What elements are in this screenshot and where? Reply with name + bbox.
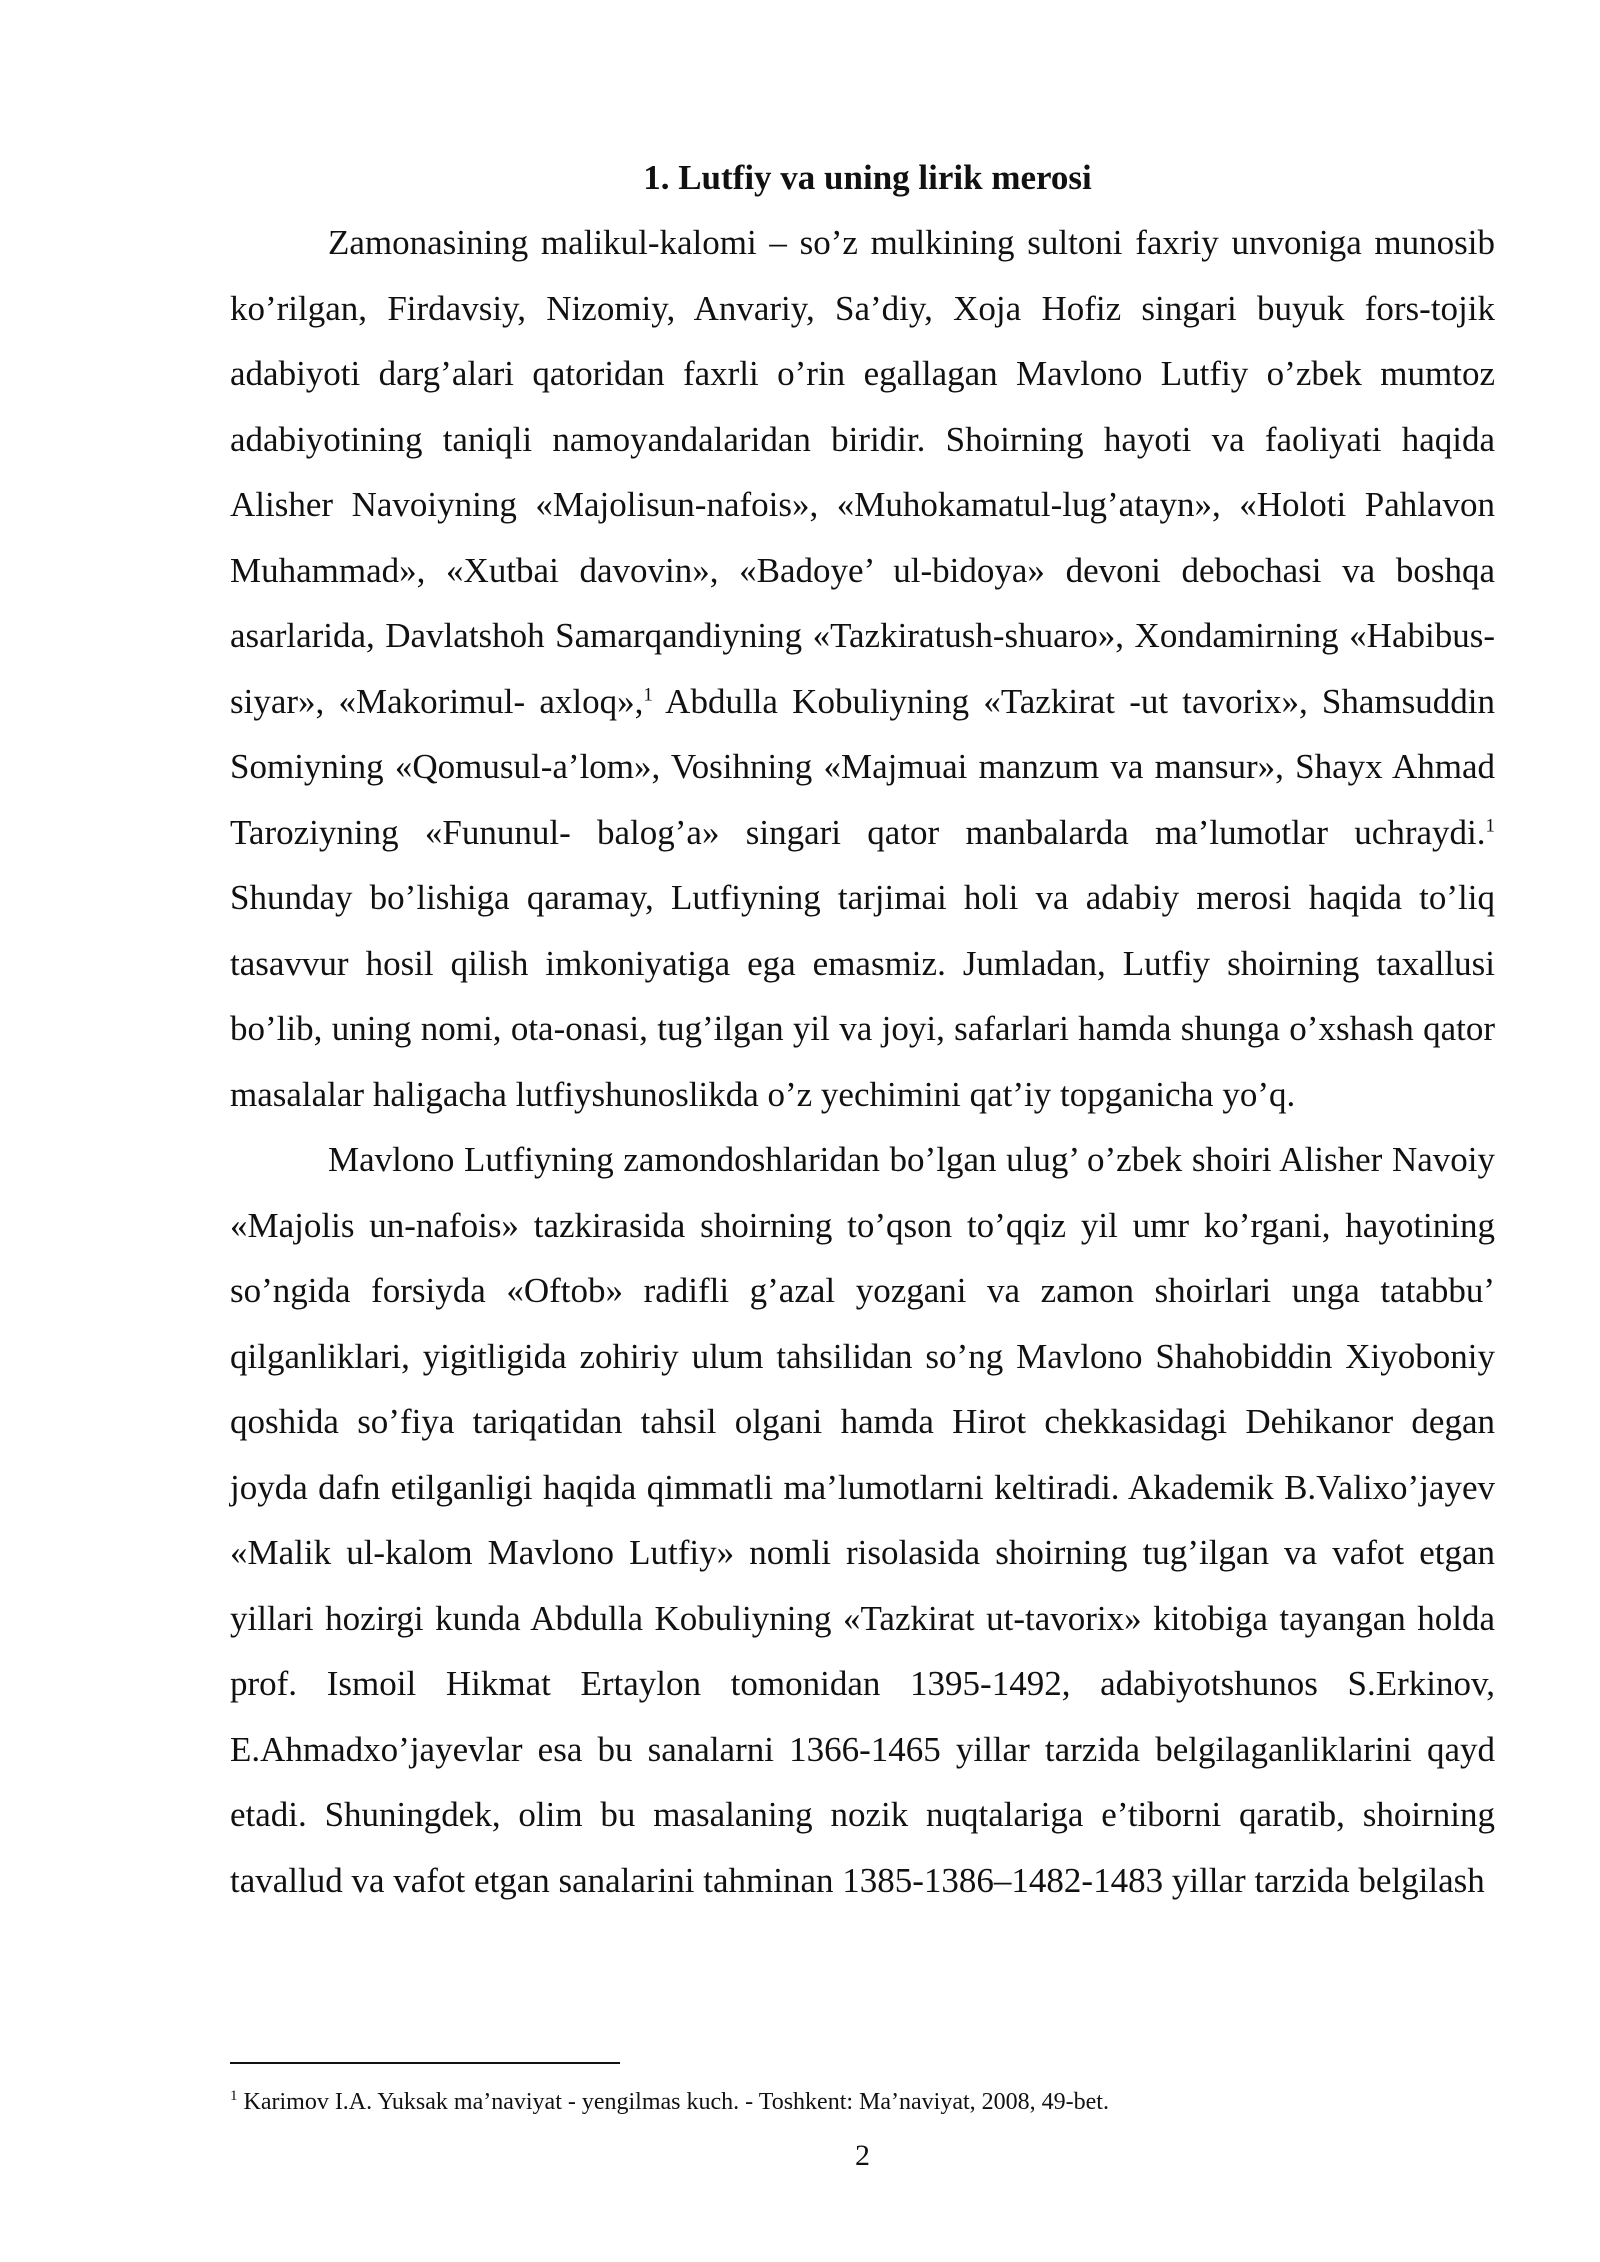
footnote-reference: 1 [643,683,653,705]
page-body [230,145,1495,1913]
paragraph-1 [230,210,1495,1127]
section-title: 1. Lutfiy va uning lirik merosi [643,158,1092,197]
paragraph-1-text-c: Shunday bo’lishiga qaramay, Lutfiyning tarjimai holi va adabiy merosi haqida to’liq tasavvur hosil qilish imkoniyatiga ega emasmiz. Jumladan, Lutfiy shoirning taxallusi bo’lib, uning nomi, ota-onasi, tug’ilgan yil va joyi, safarlari hamda shunga o’xshash qator masalalar haligacha lutfiyshunoslikda o’z yechimini qat’iy topganicha yo’q. [230,878,1495,1114]
paragraph-1-text-a: Zamonasining malikul-kalomi – so’z mulkining sultoni faxriy unvoniga munosib ko’rilgan, Firdavsiy, Nizomiy, Anvariy, Sa’diy, Xoja Hofiz singari buyuk fors-tojik adabiyoti darg’alari qatoridan faxrli o’rin egallagan Mavlono Lutfiy o’zbek mumtoz adabiyotining taniqli namoyandalaridan biridir. Shoirning hayoti va faoliyati haqida Alisher Navoiyning «Majolisun-nafois», «Muhokamatul-lug’atayn», «Holoti Pahlavon Muhammad», «Xutbai davovin», «Badoye’ ul-bidoya» devoni debochasi va boshqa asarlarida, Davlatshoh Samarqandiyning «Tazkiratush-shuaro», Xondamirning «Habibus-siyar», «Makorimul- axloq», [230,223,1495,721]
footnote-text: Karimov I.A. Yuksak ma’naviyat - yengilmas kuch. - Toshkent: Ma’naviyat, 2008, 49-bet. [237,2089,1109,2115]
footnote [230,2085,1495,2119]
page-number: 2 [855,2139,870,2172]
footnote-reference: 1 [1485,814,1495,836]
footnote-separator [230,2062,620,2064]
paragraph-2: Mavlono Lutfiyning zamondoshlaridan bo’lgan ulug’ o’zbek shoiri Alisher Navoiy «Majolis un-nafois» tazkirasida shoirning to’qson to’qqiz yil umr ko’rgani, hayotining so’ngida forsiyda «Oftob» radifli g’azal yozgani va zamon shoirlari unga tatabbu’ qilganliklari, yigitligida zohiriy ulum tahsilidan so’ng Mavlono Shahobiddin Xiyoboniy qoshida so’fiya tariqatidan tahsil olgani hamda Hirot chekkasidagi Dehikanor degan joyda dafn etilganligi haqida qimmatli ma’lumotlarni keltiradi. Akademik B.Valixo’jayev «Malik ul-kalom Mavlono Lutfiy» nomli risolasida shoirning tug’ilgan va vafot etgan yillari hozirgi kunda Abdulla Kobuliyning «Tazkirat ut-tavorix» kitobiga tayangan holda prof. Ismoil Hikmat Ertaylon tomonidan 1395-1492, adabiyotshunos S.Erkinov, E.Ahmadxo’jayevlar esa bu sanalarni 1366-1465 yillar tarzida belgilaganliklarini qayd etadi. Shuningdek, olim bu masalaning nozik nuqtalariga e’tiborni qaratib, shoirning tavallud va vafot etgan sanalarini tahminan 1385-1386–1482-1483 yillar tarzida belgilash [230,1140,1495,1900]
paragraph-1-text-b: Abdulla Kobuliyning «Tazkirat -ut tavorix», Shamsuddin Somiyning «Qomusul-a’lom», Vosihning «Majmuai manzum va mansur», Shayx Ahmad Taroziyning «Fununul- balog’a» singari qator manbalarda ma’lumotlar uchraydi. [230,681,1495,852]
footnote-number: 1 [230,2088,238,2104]
